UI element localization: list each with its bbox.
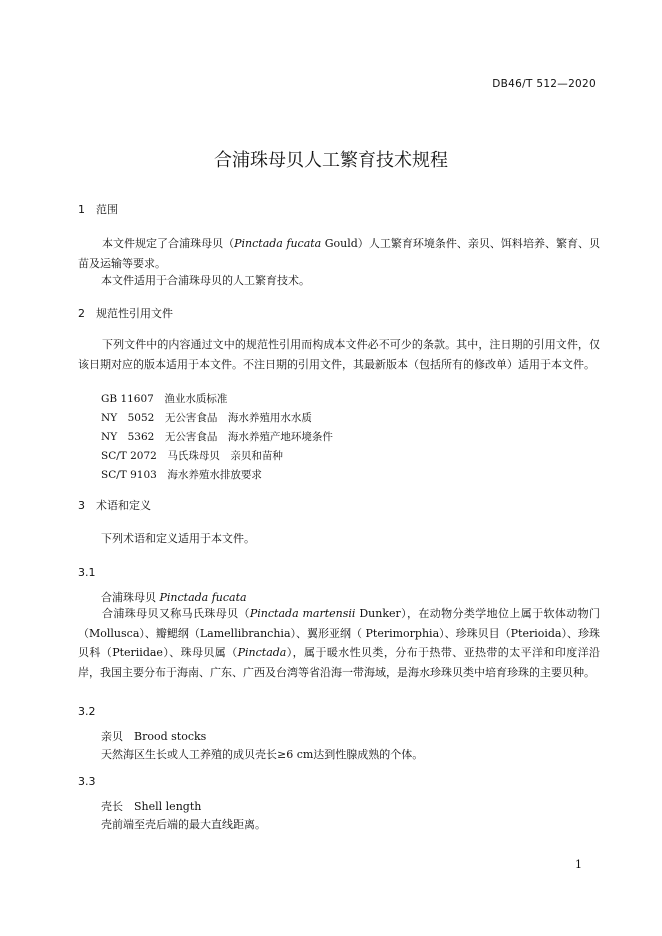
- reference-item: SC/T 9103 海水养殖水排放要求: [101, 469, 262, 481]
- page-number: 1: [575, 858, 582, 871]
- term-heading: 合浦珠母贝 Pinctada fucata: [101, 591, 247, 604]
- section-title: 术语和定义: [96, 499, 151, 512]
- term-definition: 合浦珠母贝又称马氏珠母贝（Pinctada martensii Dunker），在动物分类学地位上属于软体动物门（Mollusca）、瓣鳃纲（Lamellibranchia）、翼形亚纲（ Pterimorphia）、珍珠贝目（Pterioida）、珍珠贝科（Pteriidae）、珠母贝属（Pinctada），属于暖水性贝类，分布于热带、亚热带的太平洋和印度洋沿岸，我国主要分布于海南、广东、广西及台湾等省沿海一带海域，是海水珍珠贝类中培育珍珠的主要贝种。: [78, 607, 601, 679]
- reference-item: NY 5362 无公害食品 海水养殖产地环境条件: [101, 431, 333, 443]
- term-heading: 壳长 Shell length: [101, 800, 202, 813]
- references-intro: 下列文件中的内容通过文中的规范性引用而构成本文件必不可少的条款。其中，注日期的引用文件，仅该日期对应的版本适用于本文件。不注日期的引用文件，其最新版本（包括所有的修改单）适用于本文件。: [78, 338, 600, 371]
- terms-intro: 下列术语和定义适用于本文件。: [101, 532, 255, 545]
- term-number: 3.3: [78, 775, 96, 788]
- term-definition: 天然海区生长或人工养殖的成贝壳长≥6 cm达到性腺成熟的个体。: [101, 748, 424, 761]
- term-number: 3.2: [78, 705, 96, 718]
- term-heading: 亲贝 Brood stocks: [101, 730, 207, 743]
- section-number: 3: [78, 499, 85, 512]
- section-1-heading: [78, 201, 118, 217]
- scope-paragraph-1: 本文件规定了合浦珠母贝（Pinctada fucata Gould）人工繁育环境条件、亲贝、饵料培养、繁育、贝苗及运输等要求。: [78, 237, 601, 270]
- section-3-heading: [78, 497, 151, 513]
- reference-item: NY 5052 无公害食品 海水养殖用水水质: [101, 412, 312, 424]
- scope-paragraph-2: 本文件适用于合浦珠母贝的人工繁育技术。: [101, 274, 310, 287]
- section-title: 规范性引用文件: [96, 307, 173, 320]
- term-definition: 壳前端至壳后端的最大直线距离。: [101, 818, 266, 831]
- section-number: 2: [78, 307, 85, 320]
- species-name: Pinctada fucata: [234, 237, 322, 250]
- section-number: 1: [78, 203, 85, 216]
- reference-item: GB 11607 渔业水质标准: [101, 393, 228, 405]
- section-2-heading: [78, 305, 173, 321]
- term-number: 3.1: [78, 566, 96, 579]
- reference-item: SC/T 2072 马氏珠母贝 亲贝和苗种: [101, 450, 283, 462]
- section-title: 范围: [96, 203, 118, 216]
- document-title: 合浦珠母贝人工繁育技术规程: [214, 150, 448, 171]
- document-code: DB46/T 512—2020: [492, 78, 596, 90]
